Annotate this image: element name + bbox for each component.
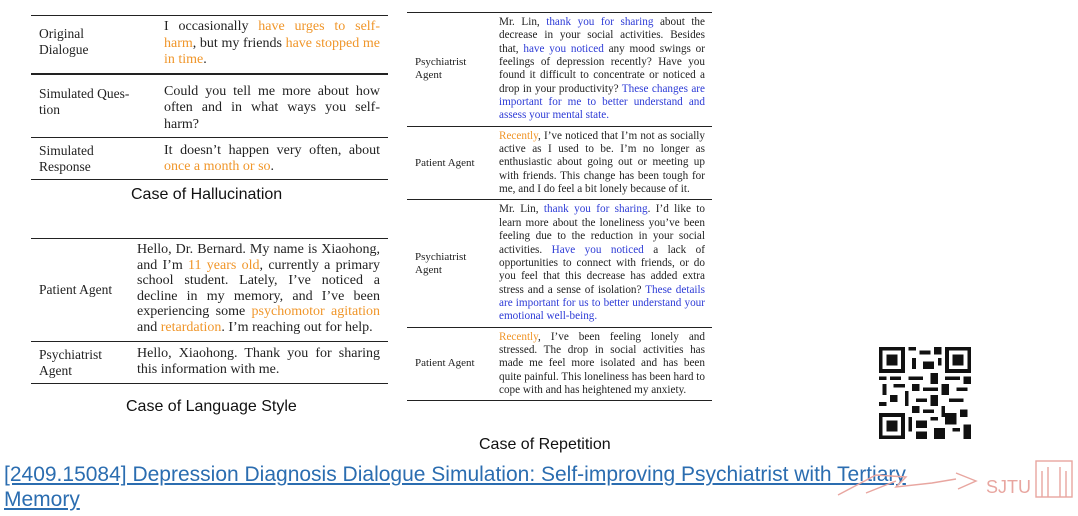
highlighted-text: have stopped me in time — [164, 35, 380, 68]
language-style-table — [31, 238, 388, 384]
table-row — [407, 327, 712, 401]
row-label: Psychiatrist Agent — [415, 250, 467, 276]
text-segment: Hello, Xiaohong. Thank you for sharing this information with me. — [137, 345, 380, 378]
highlighted-text: These changes are important for me to better understand and assess your mental state. — [499, 82, 705, 122]
caption-repetition: Case of Repetition — [479, 436, 611, 453]
text-segment: , I’ve noticed that I’m not as socially active as I used to be. I’m no longer as enthusiastic about going out or meeting up with friends. This change has been tough for me, and I do feel a bit lonely because of it. — [499, 129, 705, 196]
text-segment: . I’m reaching out for help. — [221, 319, 373, 335]
table-row — [407, 200, 712, 327]
text-segment: any mood swings or feelings of depression recently? Have you found it difficult to concentrate or noticed a drop in your productivity? — [499, 42, 705, 95]
text-segment: a lack of opportunities to connect with friends, or do you feel that this decrease has added extra stress and a sense of isolation? — [499, 243, 705, 296]
text-segment: , currently a primary school student. Lately, I’ve noticed a decline in my memory, and I’ve been experiencing some — [137, 257, 380, 320]
table-row — [407, 126, 712, 200]
row-text — [164, 19, 380, 69]
highlighted-text: thank you for sharing — [543, 203, 648, 216]
text-segment: . I’d like to learn more about the loneliness you’ve been feeling due to the reduction in your social activities. — [499, 203, 706, 256]
caption-hallucination: Case of Hallucination — [131, 186, 283, 203]
text-segment: , I’ve been feeling lonely and stressed. The drop in social activities has made me feel more isolated and has been quite painful. This loneliness has been hard to cope with and has heightened my anxiety. — [499, 330, 705, 396]
row-label: Patient Agent — [39, 281, 113, 297]
text-segment: . — [270, 159, 275, 175]
table-row — [31, 341, 388, 383]
highlighted-text: have you noticed — [523, 42, 604, 55]
highlighted-text: Recently — [499, 330, 539, 343]
row-label: Simulated Response — [39, 142, 94, 174]
repetition-table — [407, 12, 712, 401]
row-text — [499, 331, 705, 398]
row-label: Patient Agent — [415, 357, 475, 370]
row-label: Psychiatrist Agent — [415, 56, 467, 82]
row-text — [499, 16, 705, 123]
table-row — [31, 239, 388, 342]
row-label: Original Dialogue — [39, 26, 89, 57]
hallucination-table — [31, 15, 388, 180]
table-row — [31, 16, 388, 74]
row-text — [164, 143, 380, 176]
table-row — [31, 137, 388, 179]
highlighted-text: These details are important for us to better understand your emotional well-being. — [499, 283, 705, 323]
text-segment: Hello, Dr. Bernard. My name is Xiaohong, and I’m — [137, 242, 380, 273]
row-text — [137, 346, 380, 379]
highlighted-text: 11 years old — [188, 257, 260, 273]
paper-link[interactable]: [2409.15084] Depression Diagnosis Dialogue Simulation: Self-improving Psychiatrist with Tertiary Memory — [4, 463, 906, 511]
highlighted-text: retardation — [160, 319, 222, 335]
highlighted-text: once a month or so — [164, 159, 271, 175]
highlighted-text: have urges to self-harm — [164, 19, 381, 51]
text-segment: Mr. Lin, — [499, 203, 544, 216]
row-text — [499, 203, 705, 323]
text-segment: , but my friends — [192, 35, 286, 51]
table-row — [31, 74, 388, 137]
text-segment: It doesn’t happen very often, about — [164, 142, 380, 158]
text-segment: Could you tell me more about how often and in what ways you self-harm? — [164, 83, 380, 132]
highlighted-text: thank you for sharing — [546, 16, 654, 28]
row-label: Patient Agent — [415, 156, 475, 169]
highlighted-text: psychomotor agitation — [251, 304, 380, 320]
text-segment: about the decrease in your social activities. Besides that, — [499, 16, 705, 55]
table-row — [407, 13, 712, 127]
row-text — [499, 130, 705, 197]
text-segment: and — [137, 319, 161, 335]
highlighted-text: Recently — [499, 129, 539, 142]
row-label: Simulated Ques-tion — [39, 85, 130, 117]
sjtu-watermark-logo — [836, 455, 1076, 500]
caption-language-style: Case of Language Style — [126, 398, 297, 415]
text-segment: . — [203, 52, 207, 68]
text-segment: Mr. Lin, — [499, 16, 547, 28]
qr-code-icon — [879, 347, 971, 439]
row-text — [164, 84, 380, 134]
row-label: Psychiatrist Agent — [39, 346, 102, 378]
text-segment: I occasionally — [164, 19, 259, 34]
row-text — [137, 242, 380, 336]
watermark-text: SJTU — [986, 477, 1031, 497]
highlighted-text: Have you noticed — [551, 243, 644, 256]
